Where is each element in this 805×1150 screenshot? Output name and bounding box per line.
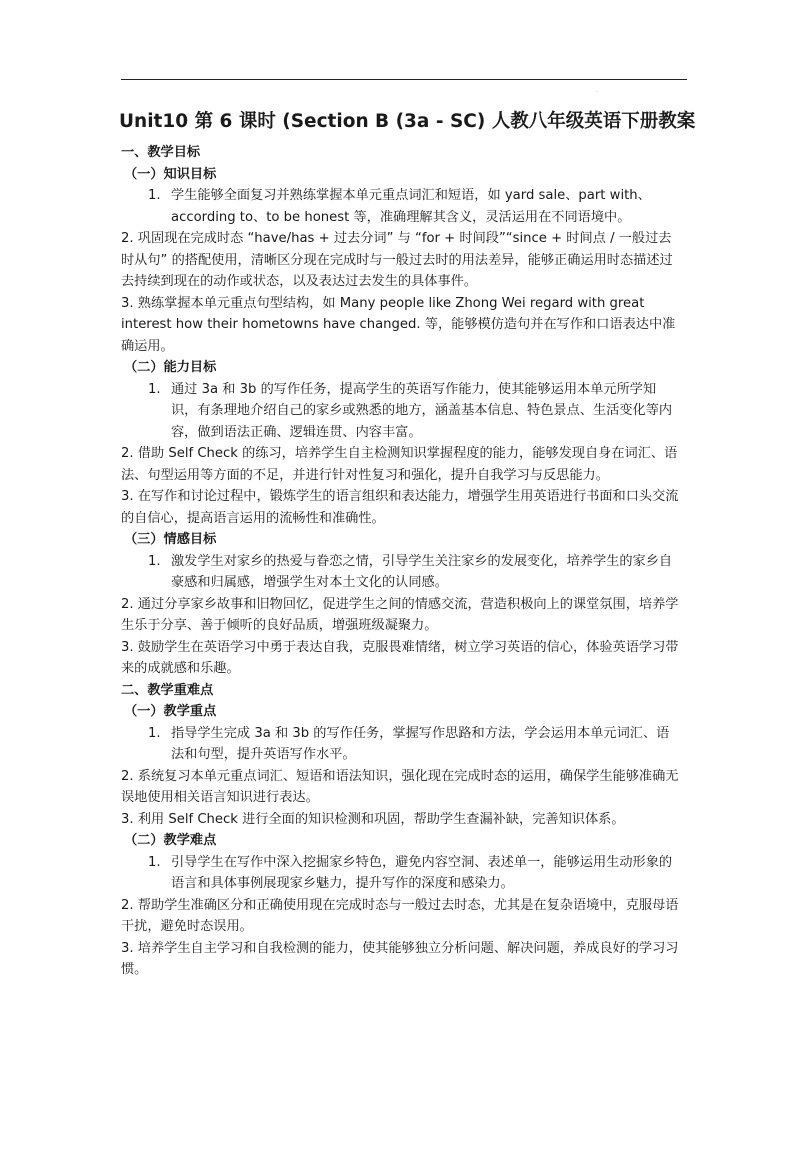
- section-heading: 二、教学重难点: [121, 682, 214, 698]
- header-rule: [121, 79, 687, 80]
- paragraph: 2. 巩固现在完成时态 “have/has + 过去分词” 与 “for + 时间段”“since + 时间点 / 一般过去时从句” 的搭配使用，清晰区分现在完成时与一般过去时的用法差异，能够正确运用时态描述过去持续到现在的动作或状态，以及表达过去发生的具体事件。: [121, 231, 673, 289]
- list-text: 引导学生在写作中深入挖掘家乡特色，避免内容空洞、表述单一，能够运用生动形象的语言和具体事例展现家乡魅力，提升写作的深度和感染力。: [171, 854, 673, 891]
- list-item: [121, 551, 681, 594]
- list-number: 1.: [148, 381, 161, 397]
- section-heading: 一、教学目标: [121, 145, 201, 160]
- paragraph: 3. 熟练掌握本单元重点句型结构，如 Many people like Zhong Wei regard with great interest how their hometowns have changed. 等，能够模仿造句并在写作和口语表达中准确运用。: [121, 295, 676, 354]
- list-text: 指导学生完成 3a 和 3b 的写作任务，掌握写作思路和方法，学会运用本单元词汇、语法和句型，提升英语写作水平。: [171, 725, 670, 762]
- list-item: [121, 852, 681, 895]
- subsection-heading: （二）教学难点: [124, 833, 217, 848]
- list-item: [121, 379, 681, 444]
- subsection-heading: （一）教学重点: [124, 704, 217, 719]
- list-number: 1.: [148, 854, 161, 870]
- document-title: Unit10 第 6 课时 (Section B (3a - SC) 人教八年级英语下册教案: [119, 111, 696, 132]
- paragraph: 3. 利用 Self Check 进行全面的知识检测和巩固，帮助学生查漏补缺，完善知识体系。: [121, 811, 625, 827]
- subsection-heading: （三）情感目标: [124, 532, 217, 547]
- list-text: 通过 3a 和 3b 的写作任务，提高学生的英语写作能力，使其能够运用本单元所学知识，有条理地介绍自己的家乡或熟悉的地方，涵盖基本信息、特色景点、生活变化等内容，做到语法正确、逻辑连贯、内容丰富。: [171, 381, 673, 440]
- header-dot: ·: [596, 89, 598, 96]
- paragraph: 3. 培养学生自主学习和自我检测的能力，使其能够独立分析问题、解决问题，养成良好的学习习惯。: [121, 940, 679, 977]
- paragraph: 3. 在写作和讨论过程中，锻炼学生的语言组织和表达能力，增强学生用英语进行书面和口头交流的自信心，提高语言运用的流畅性和准确性。: [121, 489, 679, 526]
- subsection-heading: （二）能力目标: [124, 360, 217, 375]
- list-item: [121, 185, 681, 228]
- list-number: 1.: [148, 553, 161, 569]
- list-number: 1.: [148, 188, 161, 203]
- subsection-heading: （一）知识目标: [124, 166, 217, 182]
- list-item: [121, 723, 681, 766]
- paragraph: 3. 鼓励学生在英语学习中勇于表达自我，克服畏难情绪，树立学习英语的信心，体验英语学习带来的成就感和乐趣。: [121, 639, 679, 676]
- list-number: 1.: [148, 725, 161, 741]
- paragraph: 2. 借助 Self Check 的练习，培养学生自主检测知识掌握程度的能力，能够发现自身在词汇、语法、句型运用等方面的不足，并进行针对性复习和强化，提升自我学习与反思能力。: [121, 446, 678, 483]
- paragraph: 2. 系统复习本单元重点词汇、短语和语法知识，强化现在完成时态的运用，确保学生能够准确无误地使用相关语言知识进行表达。: [121, 768, 679, 805]
- document-body: [119, 108, 696, 981]
- paragraph: 2. 帮助学生准确区分和正确使用现在完成时态与一般过去时态，尤其是在复杂语境中，克服母语干扰，避免时态误用。: [121, 897, 679, 934]
- paragraph: 2. 通过分享家乡故事和旧物回忆，促进学生之间的情感交流，营造积极向上的课堂氛围，培养学生乐于分享、善于倾听的良好品质，增强班级凝聚力。: [121, 596, 679, 633]
- document-content: [121, 142, 681, 981]
- list-text: 激发学生对家乡的热爱与眷恋之情，引导学生关注家乡的发展变化，培养学生的家乡自豪感和归属感，增强学生对本土文化的认同感。: [171, 553, 673, 590]
- list-text: 学生能够全面复习并熟练掌握本单元重点词汇和短语，如 yard sale、part with、according to、to be honest 等，准确理解其含义，灵活运用在不同语境中。: [171, 188, 651, 225]
